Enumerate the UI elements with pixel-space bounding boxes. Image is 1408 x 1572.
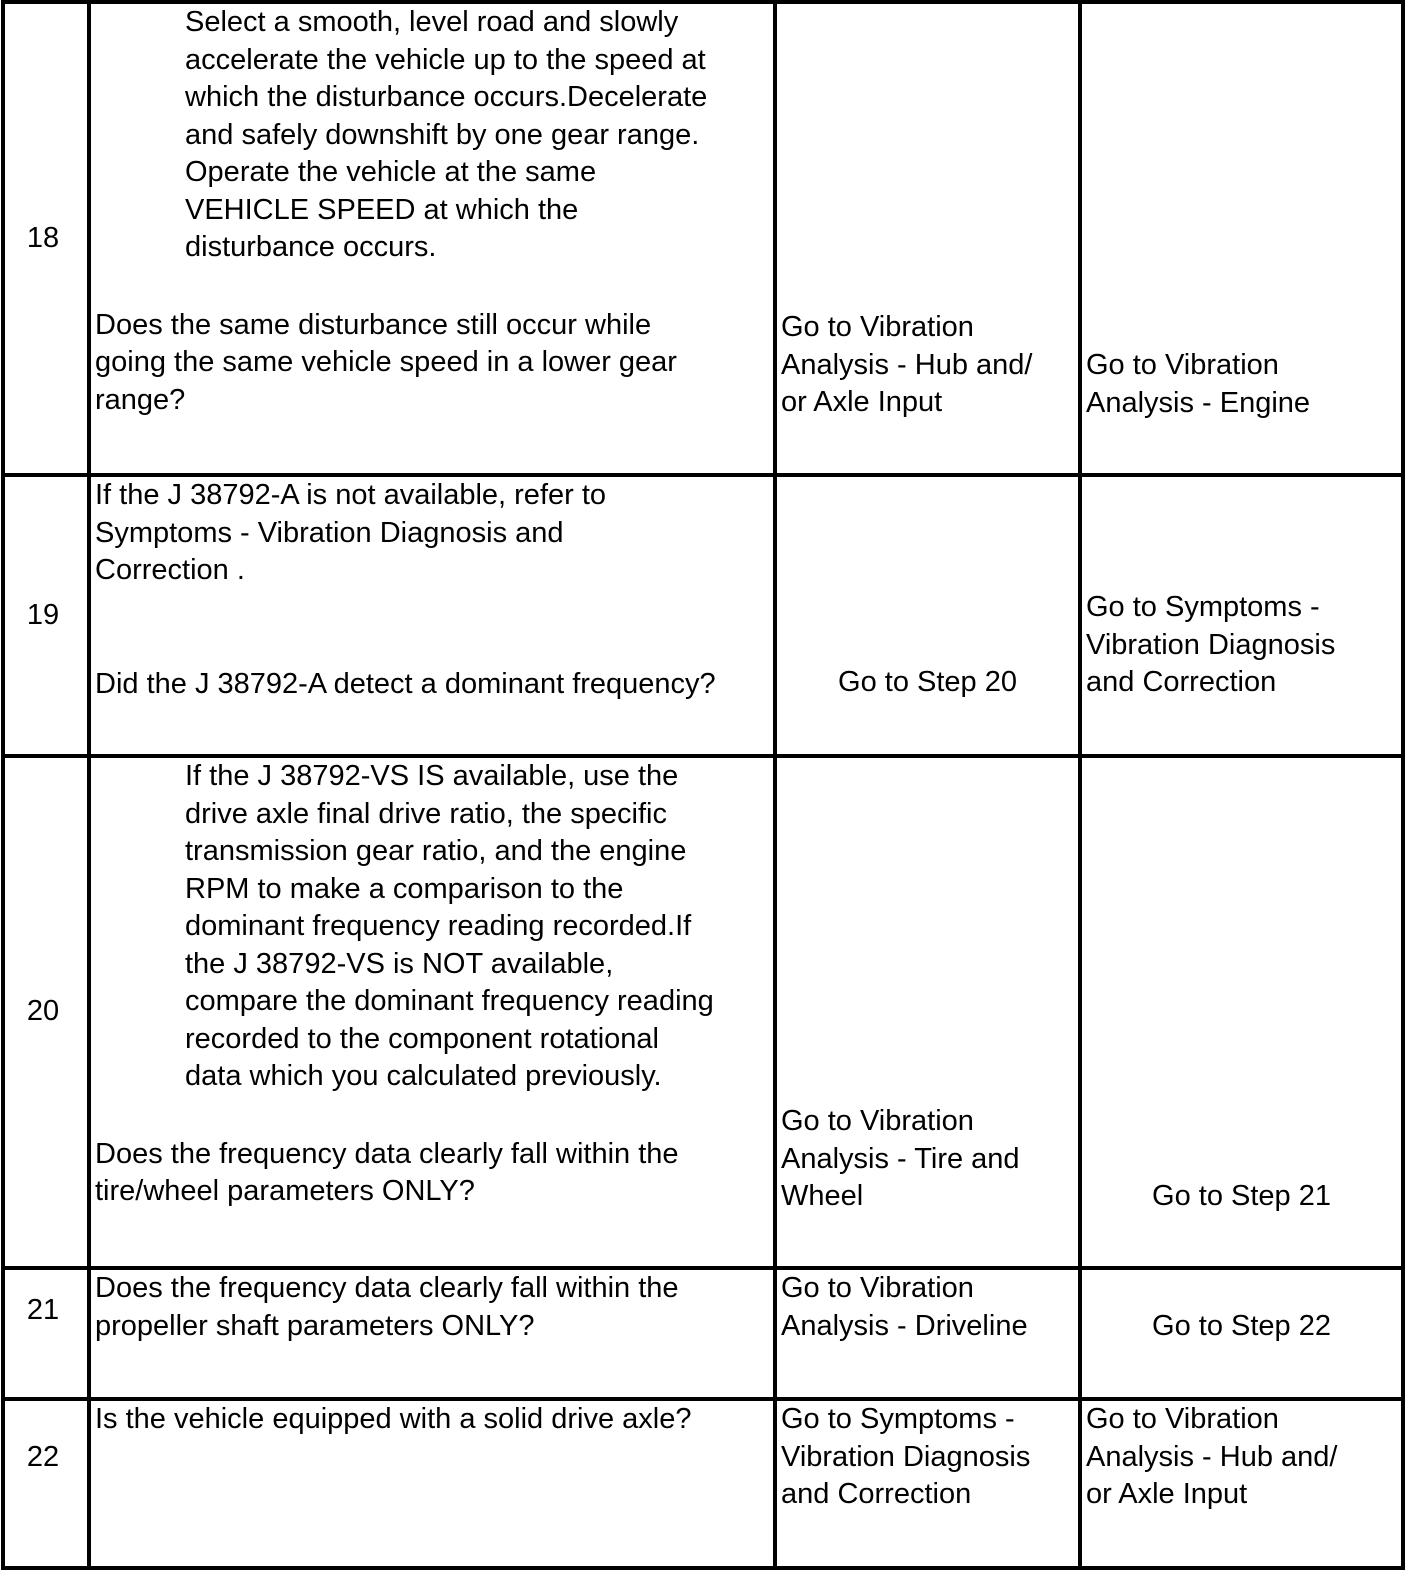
action-cell	[89, 1399, 775, 1568]
no-result-cell	[1080, 1399, 1403, 1568]
question-text: Does the frequency data clearly fall within the tire/wheel parameters ONLY?	[95, 1137, 679, 1207]
yes-result-cell	[775, 1399, 1080, 1568]
question-text: Does the same disturbance still occur while going the same vehicle speed in a lower gear range?	[95, 308, 677, 416]
action-cell	[89, 2, 775, 475]
yes-result-text: Go to Vibration Analysis - Tire and Wheel	[781, 1105, 1020, 1212]
no-result-text: Go to Vibration Analysis - Engine	[1086, 349, 1311, 419]
step-number: 21	[3, 1268, 89, 1399]
table-row	[3, 1399, 1403, 1568]
no-result-cell	[1080, 475, 1403, 756]
no-result-text: Go to Vibration Analysis - Hub and/ or Axle Input	[1086, 1403, 1338, 1510]
action-cell	[89, 475, 775, 756]
no-result-text: Go to Step 22	[1152, 1310, 1331, 1342]
step-number: 18	[3, 2, 89, 475]
yes-result-cell	[775, 475, 1080, 756]
yes-result-text: Go to Vibration Analysis - Driveline	[781, 1272, 1028, 1342]
table-row	[3, 756, 1403, 1268]
step-number: 20	[3, 756, 89, 1268]
yes-result-text: Go to Vibration Analysis - Hub and/ or Axle Input	[781, 311, 1033, 418]
action-cell	[89, 756, 775, 1268]
table-row	[3, 2, 1403, 475]
no-result-text: Go to Symptoms - Vibration Diagnosis and Correction	[1086, 591, 1336, 698]
step-number: 19	[3, 475, 89, 756]
yes-result-cell	[775, 756, 1080, 1268]
question-text: Did the J 38792-A detect a dominant frequency?	[95, 667, 716, 700]
instruction-text: If the J 38792-VS IS available, use the drive axle final drive ratio, the specific transmission gear ratio, and the engine RPM to make a comparison to the dominant frequency reading recorded.If the J 38792-VS is NOT available, compare the dominant frequency reading recorded to the component rotational data which you calculated previously.	[185, 760, 714, 1092]
no-result-cell	[1080, 756, 1403, 1268]
diagnostic-step-table	[1, 0, 1405, 1570]
yes-result-cell	[775, 2, 1080, 475]
yes-result-cell	[775, 1268, 1080, 1399]
instruction-text: Select a smooth, level road and slowly accelerate the vehicle up to the speed at which the disturbance occurs.Decelerate and safely downshift by one gear range. Operate the vehicle at the same VEHICLE SPEED at which the disturbance occurs.	[185, 6, 708, 263]
question-text: Does the frequency data clearly fall within the propeller shaft parameters ONLY?	[95, 1272, 679, 1342]
yes-result-text: Go to Symptoms - Vibration Diagnosis and Correction	[781, 1403, 1031, 1510]
question-text: Is the vehicle equipped with a solid drive axle?	[95, 1403, 692, 1435]
no-result-cell	[1080, 1268, 1403, 1399]
step-number: 22	[3, 1399, 89, 1568]
no-result-text: Go to Step 21	[1152, 1180, 1331, 1212]
table-row	[3, 1268, 1403, 1399]
action-cell	[89, 1268, 775, 1399]
table-row	[3, 475, 1403, 756]
instruction-text: If the J 38792-A is not available, refer to Symptoms - Vibration Diagnosis and Correction .	[95, 479, 607, 586]
yes-result-text: Go to Step 20	[838, 666, 1017, 698]
no-result-cell	[1080, 2, 1403, 475]
